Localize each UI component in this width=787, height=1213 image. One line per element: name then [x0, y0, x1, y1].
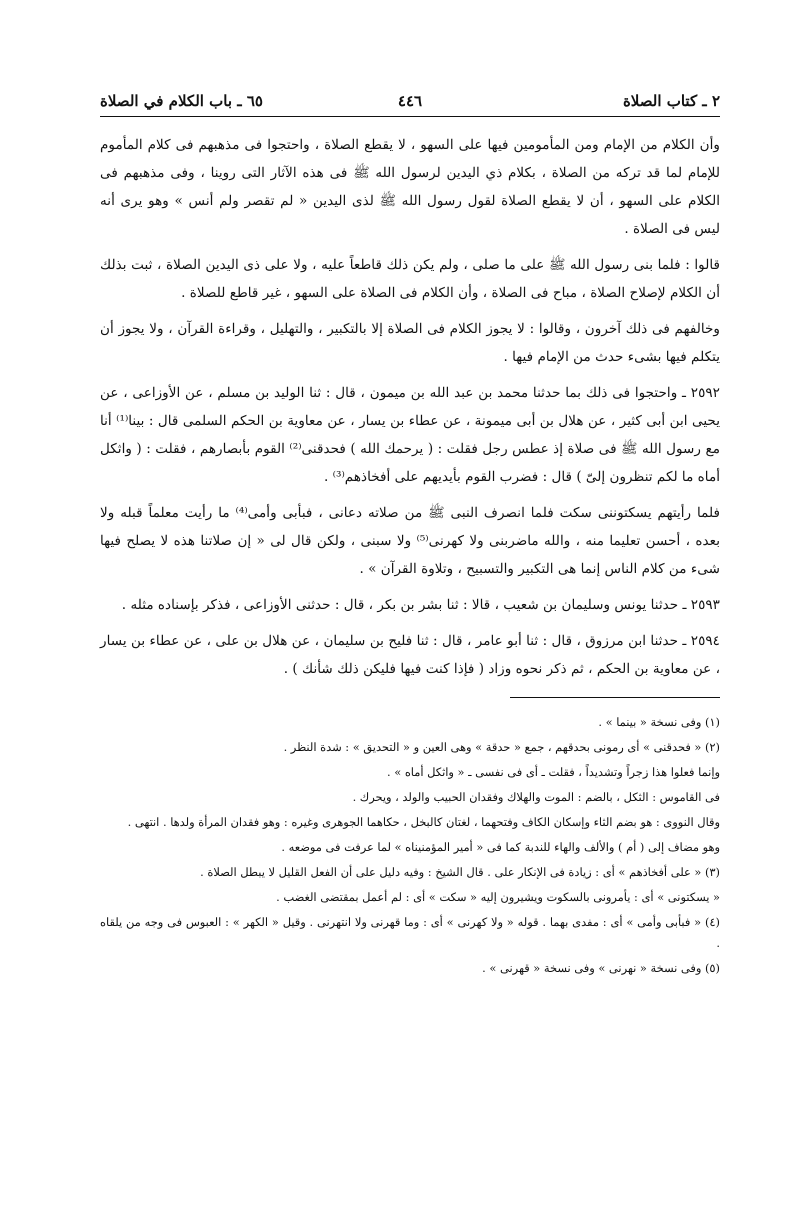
footnote: (٢) « فحدقنى » أى رمونى بحدقهم ، جمع « حدقة » وهى العين و « التحديق » : شدة النظر . — [283, 740, 720, 754]
footnote: (٥) وفى نسخة « نهرنى » وفى نسخة « قهرنى » . — [482, 961, 720, 975]
footnote: (٣) « على أفخاذهم » أى : زيادة فى الإنكار على . قال الشيخ : وفيه دليل على أن الفعل القليل لا يبطل الصلاة . — [200, 865, 720, 879]
footnote: فى القاموس : الثكل ، بالضم : الموت والهلاك وفقدان الحبيب والولد ، ويحرك . — [352, 790, 720, 804]
footnote: (٤) « فبأبى وأمى » أى : مفدى بهما . قوله « ولا كهرنى » أى : وما قهرنى ولا انتهرنى . وقيل « الكهر » : العبوس فى وجه من يلقاه . — [100, 915, 720, 950]
footnotes — [100, 712, 720, 979]
footnote: « يسكتونى » أى : يأمرونى بالسكوت ويشيرون إليه « سكت » أى : لم أعمل بمقتضى الغضب . — [276, 890, 720, 904]
footnote: (١) وفى نسخة « بينما » . — [598, 715, 720, 729]
hadith-2593: ٢٥٩٣ ـ حدثنا يونس وسليمان بن شعيب ، قالا : ثنا بشر بن بكر ، قال : حدثنى الأوزاعى ، فذكر بإسناده مثله . — [121, 597, 720, 613]
paragraph: قالوا : فلما بنى رسول الله ﷺ على ما صلى ، ولم يكن ذلك قاطعاً عليه ، ولا على ذى اليدين الصلاة ، ثبت بذلك أن الكلام لإصلاح الصلاة ، مباح فى الصلاة ، وأن الكلام فى الصلاة على السهو ، غير قاطع للصلاة . — [100, 257, 720, 301]
page-header — [100, 88, 720, 117]
footnote-separator — [510, 697, 720, 698]
footnote: وقال النووى : هو بضم الثاء وإسكان الكاف وفتحهما ، لغتان كالبخل ، حكاهما الجوهرى وغيره : وهو فقدان المرأة ولدها . انتهى . — [127, 815, 720, 829]
hadith-2592-part1: ٢٥٩٢ ـ واحتجوا فى ذلك بما حدثنا محمد بن عبد الله بن ميمون ، قال : ثنا الوليد بن مسلم ، عن الأوزاعى ، عن يحيى ابن أبى كثير ، عن هلال بن أبى ميمونة ، عن عطاء بن يسار ، عن معاوية بن الحكم السلمى قال : بينا⁽¹⁾ أنا مع رسول الله ﷺ فى صلاة إذ عطس رجل فقلت : ( يرحمك الله ) فحدقنى⁽²⁾ القوم بأبصارهم ، فقلت : ( واثكل أماه ما لكم تنظرون إلىّ ) قال : فضرب القوم بأيديهم على أفخاذهم⁽³⁾ . — [100, 385, 720, 485]
footnote: وهو مضاف إلى ( أم ) والألف والهاء للندبة كما فى « أمير المؤمنيناه » لما عرفت فى موضعه . — [281, 840, 720, 854]
book-page — [100, 88, 720, 983]
footnote: وإنما فعلوا هذا زجراً وتشديداً ، فقلت ـ أى فى نفسى ـ « واثكل أماه » . — [387, 765, 720, 779]
page-number: ٤٤٦ — [397, 92, 423, 110]
book-title: ٢ ـ كتاب الصلاة — [622, 92, 720, 110]
paragraph: وأن الكلام من الإمام ومن المأمومين فيها على السهو ، لا يقطع الصلاة ، واحتجوا فى مذهبهم فى كلام المأموم للإمام لما قد تركه من الصلاة ، بكلام ذي اليدين لرسول الله ﷺ فى هذه الآثار التى روينا ، وفى مذهبهم فى الكلام على السهو ، أن لا يقطع الصلاة لقول رسول الله ﷺ لذى اليدين « لم تقصر ولم أنس » وهو يرى أنه ليس فى الصلاة . — [100, 137, 720, 237]
hadith-2592-part2: فلما رأيتهم يسكتوننى سكت فلما انصرف النبى ﷺ من صلاته دعانى ، فبأبى وأمى⁽⁴⁾ ما رأيت معلماً قبله ولا بعده ، أحسن تعليما منه ، والله ماضربنى ولا كهرنى⁽⁵⁾ ولا سبنى ، ولكن قال لى « إن صلاتنا هذه لا يصلح فيها شىء من كلام الناس إنما هى التكبير والتسبيح ، وتلاوة القرآن » . — [100, 505, 721, 577]
paragraph: وخالفهم فى ذلك آخرون ، وقالوا : لا يجوز الكلام فى الصلاة إلا بالتكبير ، والتهليل ، وقراءة القرآن ، ولا يجوز أن يتكلم فيها بشىء حدث من الإمام فيها . — [100, 321, 720, 365]
chapter-title: ٦٥ ـ باب الكلام في الصلاة — [100, 92, 263, 110]
main-text — [100, 131, 720, 683]
hadith-2594: ٢٥٩٤ ـ حدثنا ابن مرزوق ، قال : ثنا أبو عامر ، قال : ثنا فليح بن سليمان ، عن هلال بن على ، عن عطاء بن يسار ، عن معاوية بن الحكم ، ثم ذكر نحوه وزاد ( فإذا كنت فيها فليكن ذلك شأنك ) . — [100, 633, 720, 677]
